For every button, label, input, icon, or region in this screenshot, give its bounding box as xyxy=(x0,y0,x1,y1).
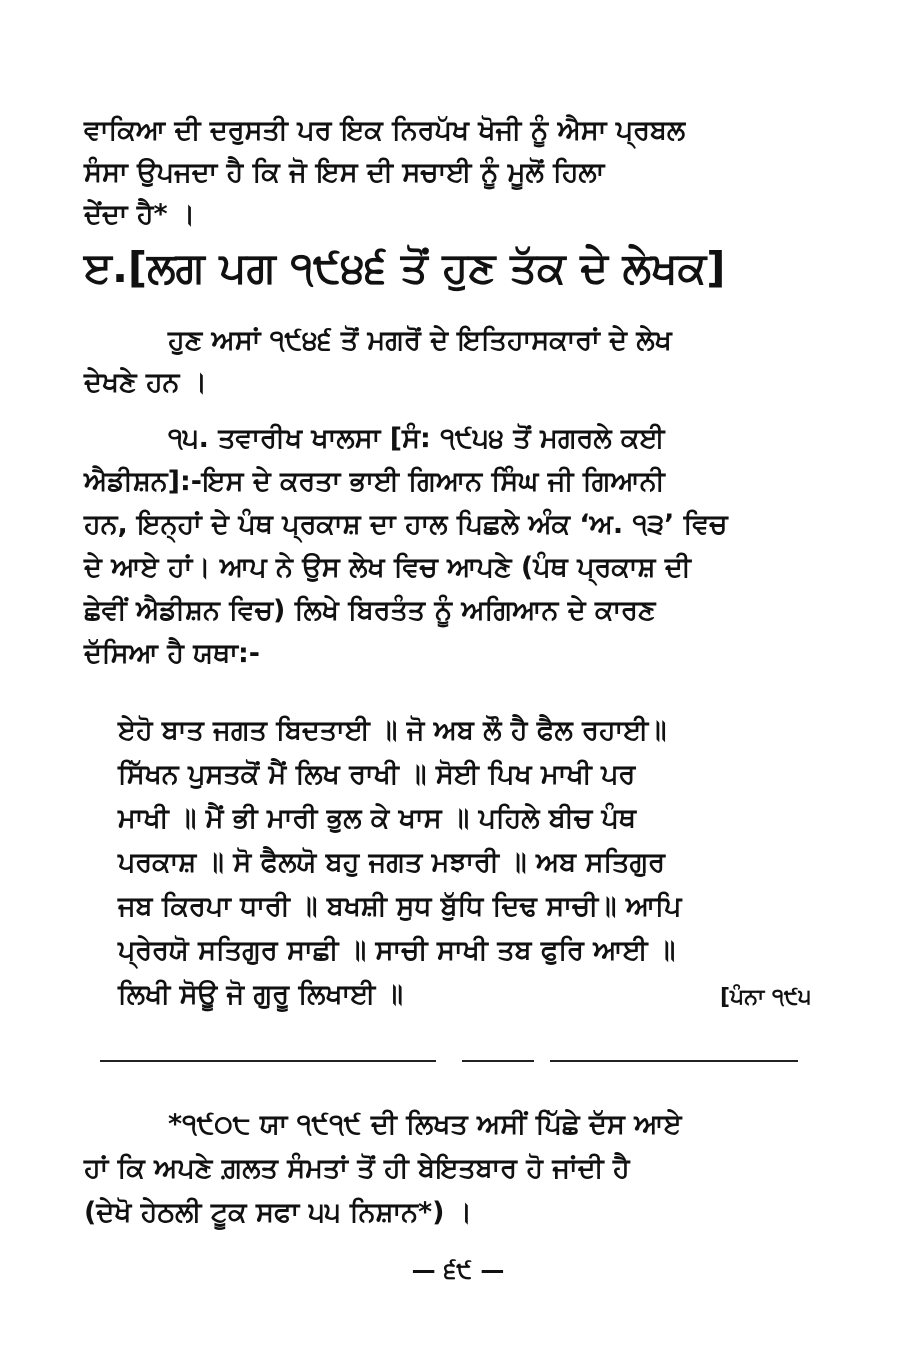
verse-line: ਮਾਖੀ ॥ ਮੈਂ ਭੀ ਮਾਰੀ ਭੁਲ ਕੇ ਖਾਸ ॥ ਪਹਿਲੇ ਬੀਚ ਪੰਥ xyxy=(118,803,637,834)
verse-line: ਪ੍ਰੇਰਯੋ ਸਤਿਗੁਰ ਸਾਛੀ ॥ ਸਾਚੀ ਸਾਖੀ ਤਬ ਫੁਰਿ ਆਈ ॥ xyxy=(118,935,676,966)
footnote-rule xyxy=(462,1060,534,1062)
footnote-line: (ਦੇਖੋ ਹੇਠਲੀ ਟੂਕ ਸਫਾ ੫੫ ਨਿਸ਼ਾਨ*) । xyxy=(84,1197,473,1228)
intro-line: ਵਾਕਿਆ ਦੀ ਦਰੁਸਤੀ ਪਰ ਇਕ ਨਿਰਪੱਖ ਖੋਜੀ ਨੂੰ ਐਸਾ ਪ੍ਰਬਲ xyxy=(84,115,686,146)
footnote-line: *੧੯੦੮ ਯਾ ੧੯੧੯ ਦੀ ਲਿਖਤ ਅਸੀਂ ਪਿੱਛੇ ਦੱਸ ਆਏ xyxy=(168,1109,682,1140)
paragraph-line: ਦੇ ਆਏ ਹਾਂ। ਆਪ ਨੇ ਉਸ ਲੇਖ ਵਿਚ ਆਪਣੇ (ਪੰਥ ਪ੍ਰਕਾਸ਼ ਦੀ xyxy=(84,552,691,583)
verse-line: ਏਹੋ ਬਾਤ ਜਗਤ ਬਿਦਤਾਈ ॥ ਜੋ ਅਬ ਲੌ ਹੈ ਫੈਲ ਰਹਾਈ॥ xyxy=(118,715,667,746)
intro-line: ਸੰਸਾ ਉਪਜਦਾ ਹੈ ਕਿ ਜੋ ਇਸ ਦੀ ਸਚਾਈ ਨੂੰ ਮੂਲੋਂ ਹਿਲਾ xyxy=(84,157,605,188)
paragraph-line: ਦੇਖਣੇ ਹਨ । xyxy=(84,367,208,398)
verse-reference: [ਪੰਨਾ ੧੯੫ xyxy=(720,985,812,1010)
footnote-rule xyxy=(100,1060,436,1062)
paragraph-line: ਐਡੀਸ਼ਨ]:-ਇਸ ਦੇ ਕਰਤਾ ਭਾਈ ਗਿਆਨ ਸਿੰਘ ਜੀ ਗਿਆਨੀ xyxy=(84,466,665,497)
verse-line: ਸਿੱਖਨ ਪੁਸਤਕੋਂ ਮੈਂ ਲਿਖ ਰਾਖੀ ॥ ਸੋਈ ਪਿਖ ਮਾਖੀ ਪਰ xyxy=(118,759,636,790)
page-number: — ੬੯ — xyxy=(411,1256,505,1284)
paragraph-line: ਛੇਵੀਂ ਐਡੀਸ਼ਨ ਵਿਚ) ਲਿਖੇ ਬਿਰਤੰਤ ਨੂੰ ਅਗਿਆਨ ਦੇ ਕਾਰਣ xyxy=(84,595,656,626)
verse-line: ਪਰਕਾਸ਼ ॥ ਸੋ ਫੈਲਯੋ ਬਹੁ ਜਗਤ ਮਝਾਰੀ ॥ ਅਬ ਸਤਿਗੁਰ xyxy=(118,847,665,878)
verse-line: ਲਿਖੀ ਸੋਊ ਜੋ ਗੁਰੂ ਲਿਖਾਈ ॥ xyxy=(118,979,403,1010)
footnote-line: ਹਾਂ ਕਿ ਅਪਣੇ ਗ਼ਲਤ ਸੰਮਤਾਂ ਤੋਂ ਹੀ ਬੇਇਤਬਾਰ ਹੋ ਜਾਂਦੀ ਹੈ xyxy=(84,1153,630,1184)
verse-line: ਜਬ ਕਿਰਪਾ ਧਾਰੀ ॥ ਬਖਸ਼ੀ ਸੁਧ ਬੁੱਧਿ ਦਿਢ ਸਾਚੀ॥ ਆਪਿ xyxy=(118,891,682,922)
paragraph-line: ਦੱਸਿਆ ਹੈ ਯਥਾ:- xyxy=(84,638,260,669)
paragraph-line: ੧੫. ਤਵਾਰੀਖ ਖਾਲਸਾ [ਸੰ: ੧੯੫੪ ਤੋਂ ਮਗਰਲੇ ਕਈ xyxy=(168,423,665,454)
paragraph-line: ਹੁਣ ਅਸਾਂ ੧੯੪੬ ਤੋਂ ਮਗਰੋਂ ਦੇ ਇਤਿਹਾਸਕਾਰਾਂ ਦੇ ਲੇਖ xyxy=(168,325,672,356)
intro-line: ਦੇਂਦਾ ਹੈ* । xyxy=(84,199,196,230)
footnote-rule xyxy=(550,1060,798,1062)
section-heading: ੲ.[ਲਗ ਪਗ ੧੯੪੬ ਤੋਂ ਹੁਣ ਤੱਕ ਦੇ ਲੇਖਕ] xyxy=(84,243,726,292)
paragraph-line: ਹਨ, ਇਨ੍ਹਾਂ ਦੇ ਪੰਥ ਪ੍ਰਕਾਸ਼ ਦਾ ਹਾਲ ਪਿਛਲੇ ਅੰਕ ‘ਅ. ੧੩’ ਵਿਚ xyxy=(84,509,728,540)
